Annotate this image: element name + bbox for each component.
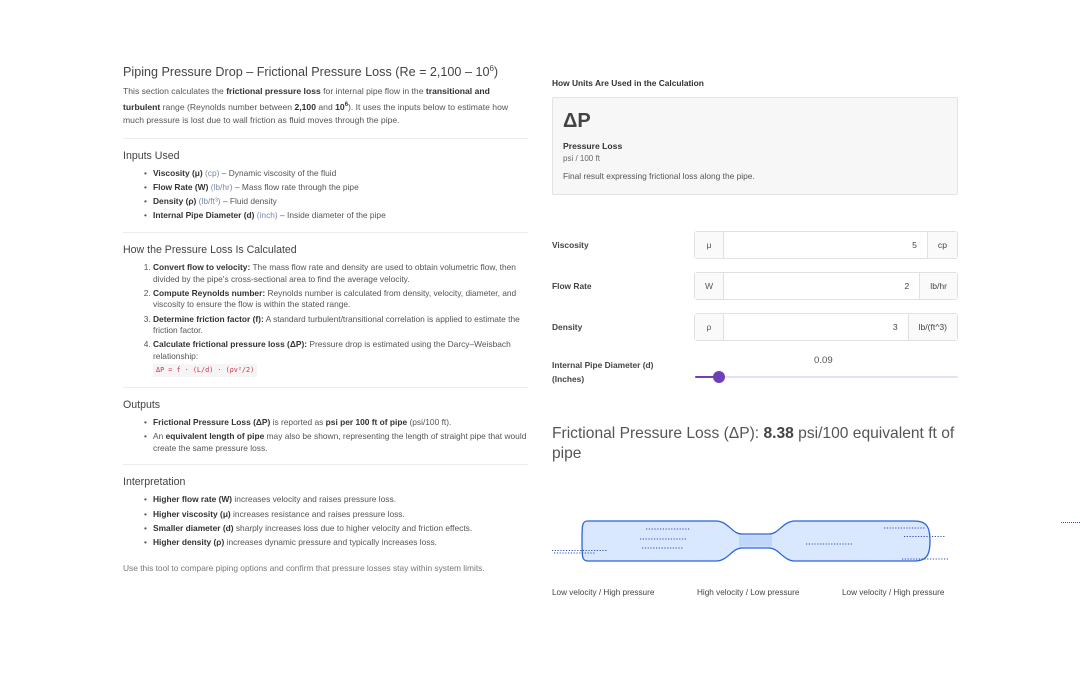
outputs-list — [123, 417, 528, 454]
flow-rate-input[interactable]: 2 — [904, 281, 910, 291]
list-item: • An equivalent length of pipe may also be shown, representing the length of straight pipe that would create the same pressure loss. — [153, 431, 528, 454]
caption-throat: High velocity / Low pressure — [697, 588, 800, 597]
slider-track — [695, 376, 958, 378]
pipe-throat — [739, 536, 772, 547]
card-unit: psi / 100 ft — [563, 154, 600, 163]
divider — [123, 387, 528, 388]
list-item: • Density (ρ) (lb/ft³) – Fluid density — [153, 196, 528, 208]
flow-rate-symbol: W — [695, 273, 724, 299]
list-item: • Internal Pipe Diameter (d) (inch) – Inside diameter of the pipe — [153, 210, 528, 222]
flow-line-offscreen — [1061, 522, 1080, 523]
viscosity-input[interactable]: 5 — [912, 240, 917, 250]
caption-outlet: Low velocity / High pressure — [842, 588, 945, 597]
viscosity-symbol: μ — [695, 232, 724, 258]
list-item: • Smaller diameter (d) sharply increases loss due to higher velocity and friction effects. — [153, 523, 528, 535]
list-item: • Higher flow rate (W) increases velocity and raises pressure loss. — [153, 494, 528, 506]
formula: ΔP = f · (L/d) · (ρv²/2) — [153, 364, 257, 378]
card-name: Pressure Loss — [563, 141, 623, 151]
result-value: 8.38 — [763, 425, 794, 442]
flow-rate-label: Flow Rate — [552, 281, 592, 291]
density-label: Density — [552, 322, 583, 332]
density-input-group — [694, 313, 958, 341]
slider-thumb[interactable] — [713, 371, 725, 383]
card-description: Final result expressing frictional loss along the pipe. — [563, 171, 755, 181]
list-item: • Frictional Pressure Loss (ΔP) is reported as psi per 100 ft of pipe (psi/100 ft). — [153, 417, 528, 429]
density-input[interactable]: 3 — [892, 322, 898, 332]
units-card — [552, 97, 958, 195]
list-item: 2. Compute Reynolds number: Reynolds number is calculated from density, velocity, diameter, and viscosity to ensure the flow is within the stated range. — [153, 288, 528, 311]
footer-note: Use this tool to compare piping options and confirm that pressure losses stay within system limits. — [123, 562, 485, 573]
flow-rate-input-group — [694, 272, 958, 300]
list-item: • Viscosity (μ) (cp) – Dynamic viscosity of the fluid — [153, 168, 528, 180]
calc-steps-list — [123, 262, 528, 377]
list-item: • Higher viscosity (μ) increases resistance and raises pressure loss. — [153, 509, 528, 521]
list-item: 1. Convert flow to velocity: The mass flow rate and density are used to obtain volumetric flow, then divided by the pipe's cross-sectional area to find the average velocity. — [153, 262, 528, 285]
outputs-heading: Outputs — [123, 399, 161, 412]
divider — [123, 138, 528, 139]
page-title: Piping Pressure Drop – Frictional Pressure Loss $(Re = 2,100 - 10^6)$ — [123, 64, 499, 80]
density-row — [552, 313, 958, 341]
intro-text: This section calculates the frictional pressure loss for internal pipe flow in the transitional and turbulent range (Reynolds number between 2,100 and $10^6$). It uses the inputs below to estimate how much pressure is lost due to wall friction as fluid moves through the pipe. — [123, 86, 509, 126]
viscosity-input-group — [694, 231, 958, 259]
flow-rate-unit: lb/hr — [919, 273, 957, 299]
diameter-slider[interactable] — [695, 372, 958, 382]
list-item: • Flow Rate (W) (lb/hr) – Mass flow rate through the pipe — [153, 182, 528, 194]
calc-heading: How the Pressure Loss Is Calculated — [123, 243, 297, 256]
units-title: How Units Are Used in the Calculation — [552, 78, 704, 88]
inputs-list — [123, 168, 528, 222]
divider — [123, 232, 528, 233]
calculator-panel — [552, 76, 958, 597]
interpretation-heading: Interpretation — [123, 476, 186, 489]
explanation-panel — [123, 64, 528, 574]
delta-p-symbol: ΔP — [563, 110, 591, 132]
density-symbol: ρ — [695, 314, 724, 340]
viscosity-row — [552, 231, 958, 259]
diameter-label: Internal Pipe Diameter (d) (Inches) — [552, 360, 654, 384]
pipe-diagram — [548, 517, 960, 567]
list-item: 3. Determine friction factor (f): A standard turbulent/transitional correlation is applied to estimate the friction factor. — [153, 314, 528, 337]
flow-rate-row — [552, 272, 958, 300]
diameter-value: 0.09 — [814, 355, 833, 366]
result-text: Frictional Pressure Loss (ΔP): 8.38 psi/100 equivalent ft of pipe — [552, 425, 955, 462]
viscosity-label: Viscosity — [552, 240, 589, 250]
list-item: 4. Calculate frictional pressure loss (ΔP): Pressure drop is estimated using the Darcy–Weisbach relationship: ΔP = f · (L/d) · (ρv²/2) — [153, 339, 528, 377]
caption-inlet: Low velocity / High pressure — [552, 588, 655, 597]
divider — [123, 464, 528, 465]
viscosity-unit: cp — [927, 232, 957, 258]
inputs-heading: Inputs Used — [123, 149, 180, 162]
density-unit: lb/(ft^3) — [908, 314, 957, 340]
interpretation-list — [123, 494, 528, 548]
list-item: • Higher density (ρ) increases dynamic pressure and typically increases loss. — [153, 537, 528, 549]
